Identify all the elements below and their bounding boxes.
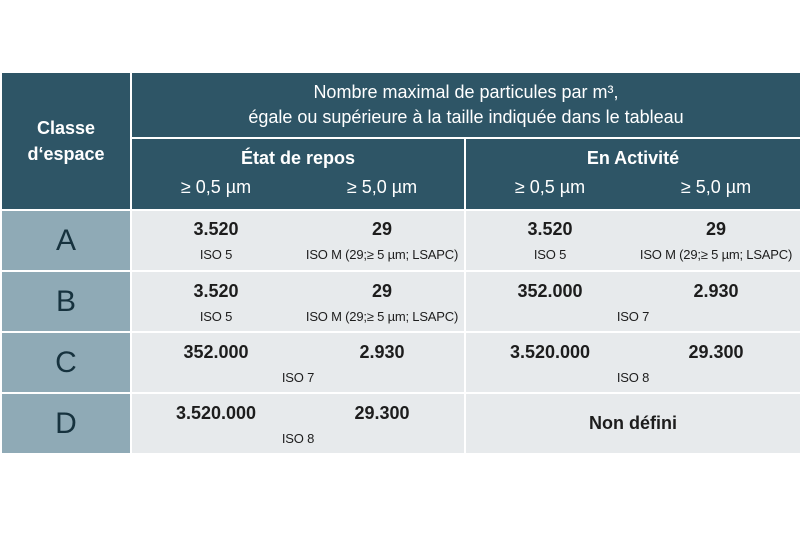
rest-state-label: État de repos bbox=[240, 148, 356, 168]
class-header bbox=[2, 73, 130, 209]
activity-label: En Activité bbox=[586, 148, 680, 168]
row-b-rest-small-iso: ISO 5 bbox=[199, 309, 233, 324]
row-c-act-iso: ISO 8 bbox=[616, 370, 650, 385]
row-b-rest bbox=[132, 272, 464, 331]
row-d-act-undefined: Non défini bbox=[589, 413, 677, 433]
class-label-c: C bbox=[2, 333, 130, 392]
activity-header bbox=[466, 139, 800, 209]
row-d-rest-small-value: 3.520.000 bbox=[175, 403, 257, 423]
class-header-line1: Classe bbox=[36, 118, 96, 138]
activity-size-large: ≥ 5,0 µm bbox=[680, 177, 752, 197]
class-label-a: A bbox=[2, 211, 130, 270]
row-a-rest-small-iso: ISO 5 bbox=[199, 247, 233, 262]
rest-size-large: ≥ 5,0 µm bbox=[346, 177, 418, 197]
row-d-rest-large-value: 29.300 bbox=[354, 403, 410, 423]
row-c-activity bbox=[466, 333, 800, 392]
row-a-act-large-iso: ISO M (29;≥ 5 µm; LSAPC) bbox=[639, 247, 793, 262]
class-header-line2: d‘espace bbox=[27, 144, 105, 164]
row-a-act-large-value: 29 bbox=[705, 219, 727, 239]
row-a-rest-small-value: 3.520 bbox=[193, 219, 239, 239]
row-d-rest-iso: ISO 8 bbox=[281, 431, 315, 446]
row-b-act-iso: ISO 7 bbox=[616, 309, 650, 324]
row-b-rest-large-iso: ISO M (29;≥ 5 µm; LSAPC) bbox=[305, 309, 459, 324]
row-c-rest-large-value: 2.930 bbox=[359, 342, 405, 362]
row-a-rest-large-iso: ISO M (29;≥ 5 µm; LSAPC) bbox=[305, 247, 459, 262]
row-b-rest-small-value: 3.520 bbox=[193, 281, 239, 301]
title-line2: égale ou supérieure à la taille indiquée dans le tableau bbox=[248, 107, 684, 127]
rest-size-small: ≥ 0,5 µm bbox=[180, 177, 252, 197]
row-c-rest-small-value: 352.000 bbox=[183, 342, 249, 362]
class-label-d: D bbox=[2, 394, 130, 453]
activity-size-small: ≥ 0,5 µm bbox=[514, 177, 586, 197]
row-a-activity bbox=[466, 211, 800, 270]
row-a-act-small-value: 3.520 bbox=[527, 219, 573, 239]
row-a-rest bbox=[132, 211, 464, 270]
row-b-rest-large-value: 29 bbox=[371, 281, 393, 301]
row-c-act-small-value: 3.520.000 bbox=[509, 342, 591, 362]
title-header bbox=[132, 73, 800, 137]
row-a-act-small-iso: ISO 5 bbox=[533, 247, 567, 262]
row-a-rest-large-value: 29 bbox=[371, 219, 393, 239]
row-b-act-large-value: 2.930 bbox=[693, 281, 739, 301]
row-c-rest-iso: ISO 7 bbox=[281, 370, 315, 385]
rest-state-header bbox=[132, 139, 464, 209]
row-d-activity bbox=[466, 394, 800, 453]
row-b-activity bbox=[466, 272, 800, 331]
row-d-rest bbox=[132, 394, 464, 453]
row-c-act-large-value: 29.300 bbox=[688, 342, 744, 362]
title-line1: Nombre maximal de particules par m³, bbox=[313, 82, 619, 102]
row-c-rest bbox=[132, 333, 464, 392]
row-b-act-small-value: 352.000 bbox=[517, 281, 583, 301]
class-label-b: B bbox=[2, 272, 130, 331]
